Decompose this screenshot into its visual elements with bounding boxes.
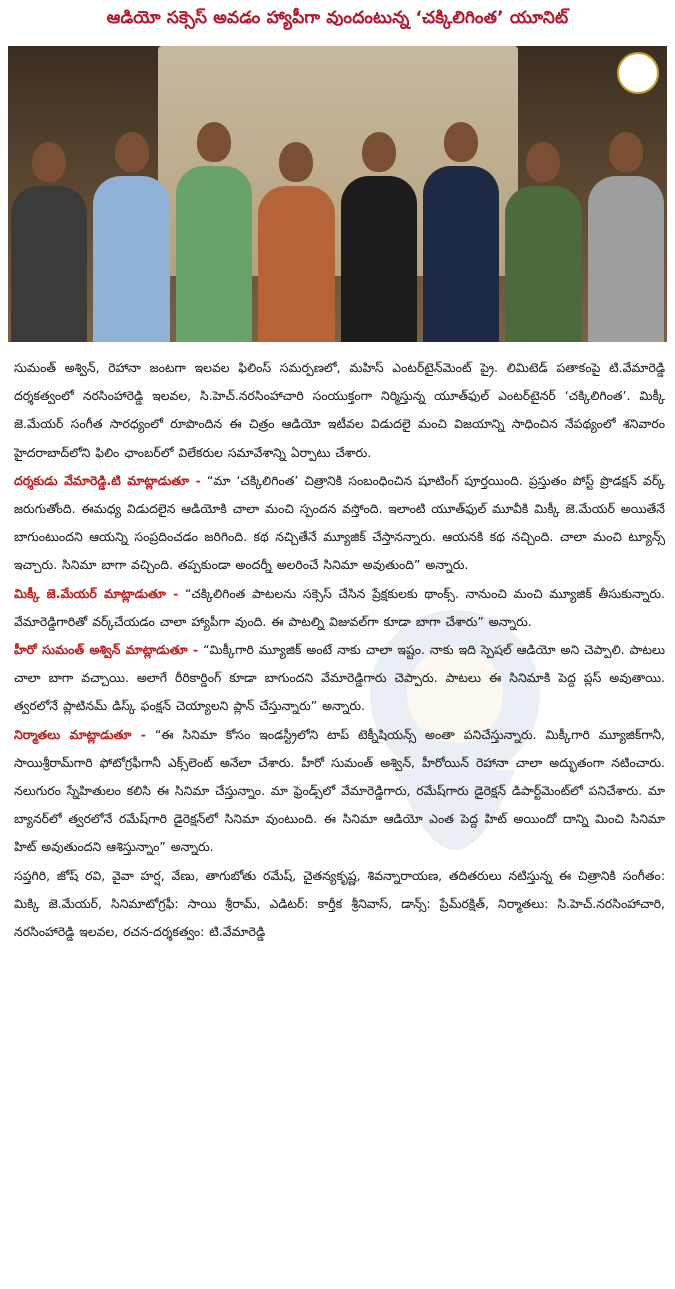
channel-logo-icon	[617, 52, 659, 94]
person-figure	[341, 132, 417, 342]
article-body	[14, 354, 665, 946]
article-headline: ఆడియో సక్సెస్ అవడం హ్యాపీగా వుందంటున్న ‘చక్కిలిగింత’ యూనిట్	[106, 8, 569, 28]
article-paragraph	[14, 580, 665, 636]
headline-bar	[0, 0, 675, 44]
person-figure	[176, 122, 252, 342]
paragraph-text: “మిక్కీగారి మ్యూజిక్ అంటే నాకు చాలా ఇష్టం. నాకు ఇది స్పెషల్ ఆడియో అని చెప్పాలి. పాటలు చాలా బాగా వచ్చాయి. అలాగే రీరికార్డింగ్ కూడా బాగుందని వేమారెడ్డిగారు చెప్పారు. పాటలు ఈ సినిమాకి పెద్ద ప్లస్ అవుతాయి. త్వరలోనే ప్లాటినమ్ డిస్క్ ఫంక్షన్ చెయ్యాలని ప్లాన్ చేస్తున్నారు” అన్నారు.	[14, 642, 665, 714]
person-figure	[505, 142, 581, 342]
paragraph-text: “ఈ సినిమా కోసం ఇండస్ట్రీలోని టాప్ టెక్నీషియన్స్ అంతా పనిచేస్తున్నారు. మిక్కీగారి మ్యూజిక్‌గానీ, సాయిశ్రీరామ్‌గారి ఫోటోగ్రఫీగానీ ఎక్స్‌లెంట్ అనేలా చేశారు. హీరో సుమంత్ అశ్విన్, హీరోయిన్ రెహానా చాలా అద్భుతంగా నటించారు. నలుగురం స్నేహితులం కలిసి ఈ సినిమా చేస్తున్నాం. మా ఫ్రెండ్స్‌లో వేమారెడ్డిగారు, రమేష్‌గారు డైరెక్షన్ డిపార్ట్‌మెంట్‌లో పనిచేశారు. మా బ్యానర్‌లో త్వరలోనే రమేష్‌గారి డైరెక్షన్‌లో సినిమా వుంటుంది. ఈ సినిమా ఆడియో ఎంత పెద్ద హిట్ అయిందో దాన్ని మించి సినిమా హిట్ అవుతుందని ఆశిస్తున్నాం” అన్నారు.	[14, 726, 665, 855]
paragraph-text: “చక్కిలిగింత పాటలను సక్సెస్ చేసిన ప్రేక్షకులకు థాంక్స్. నానుంచి మంచి మ్యూజిక్ తీసుకున్నారు. వేమారెడ్డిగారితో వర్క్‌చేయడం చాలా హ్యాపీగా వుంది. ఈ పాటల్ని విజువల్‌గా కూడా బాగా చేశారు” అన్నారు.	[14, 585, 665, 629]
speaker-label: నిర్మాతలు మాట్లాడుతూ -	[14, 726, 146, 742]
paragraph-text: “మా ‘చక్కిలిగింత’ చిత్రానికి సంబంధించిన షూటింగ్ పూర్తయింది. ప్రస్తుతం పోస్ట్ ప్రొడక్షన్ వర్క్ జరుగుతోంది. ఈమధ్య విడుదలైన ఆడియోకి చాలా మంచి స్పందన వస్తోంది. ఇలాంటి యూత్‌ఫుల్ మూవీకి మిక్కీ జె.మేయర్ అయితేనే బాగుంటుందని ఆయన్ని సంప్రదించడం జరిగింది. కథ నచ్చితేనే మ్యూజిక్ చేస్తానన్నారు. ఆయనకి కథ నచ్చింది. చాలా మంచి ట్యూన్స్ ఇచ్చారు. సినిమా బాగా వచ్చింది. తప్పకుండా అందర్నీ అలరించే సినిమా అవుతుంది” అన్నారు.	[14, 472, 665, 573]
group-photo	[8, 46, 667, 342]
person-figure	[588, 132, 664, 342]
paragraph-text: సప్తగిరి, జోష్ రవి, వైవా హర్ష, వేణు, తాగుబోతు రమేష్, చైతన్యకృష్ణ, శివన్నారాయణ, తదితరులు నటిస్తున్న ఈ చిత్రానికి సంగీతం: మిక్కి జె.మేయర్, సినిమాటోగ్రఫీ: సాయి శ్రీరామ్, ఎడిటర్: కార్తీక శ్రీనివాస్, డాన్స్: ప్రేమ్‌రక్షిత్, నిర్మాతలు: సి.హెచ్.నరసింహాచారి, నరసింహారెడ్డి ఇలవల, రచన-దర్శకత్వం: టి.వేమారెడ్డి	[14, 867, 665, 940]
article-paragraph	[14, 862, 665, 947]
speaker-label: హీరో సుమంత్ అశ్విన్ మాట్లాడుతూ -	[14, 642, 199, 658]
article-paragraph	[14, 467, 665, 580]
person-figure	[93, 132, 169, 342]
article-paragraph	[14, 636, 665, 721]
article-paragraph	[14, 721, 665, 862]
paragraph-text: సుమంత్ అశ్విన్, రెహానా జంటగా ఇలవల ఫిలింస్ సమర్పణలో, మహిస్ ఎంటర్‌టైన్‌మెంట్ ప్రై. లిమిటెడ్ పతాకంపై టి.వేమారెడ్డి దర్శకత్వంలో నరసింహారెడ్డి ఇలవల, సి.హెచ్.నరసింహాచారి సంయుక్తంగా నిర్మిస్తున్న యూత్‌ఫుల్ ఎంటర్‌టైనర్ ‘చక్కిలిగింత’. మిక్కీ జె.మేయర్ సంగీత సారధ్యంలో రూపొందిన ఈ చిత్రం ఆడియో ఇటీవల విడుదలై మంచి విజయాన్ని సాధించిన నేపథ్యంలో శనివారం హైదరాబాద్‌లోని ఫిలిం ఛాంబర్‌లో విలేకరుల సమావేశాన్ని ఏర్పాటు చేశారు.	[14, 360, 665, 460]
article-paragraph	[14, 354, 665, 467]
person-figure	[258, 142, 334, 342]
speaker-label: మిక్కీ జె.మేయర్ మాట్లాడుతూ -	[14, 585, 179, 601]
speaker-label: దర్శకుడు వేమారెడ్డి.టి మాట్లాడుతూ -	[14, 472, 201, 488]
person-figure	[423, 122, 499, 342]
person-figure	[11, 142, 87, 342]
